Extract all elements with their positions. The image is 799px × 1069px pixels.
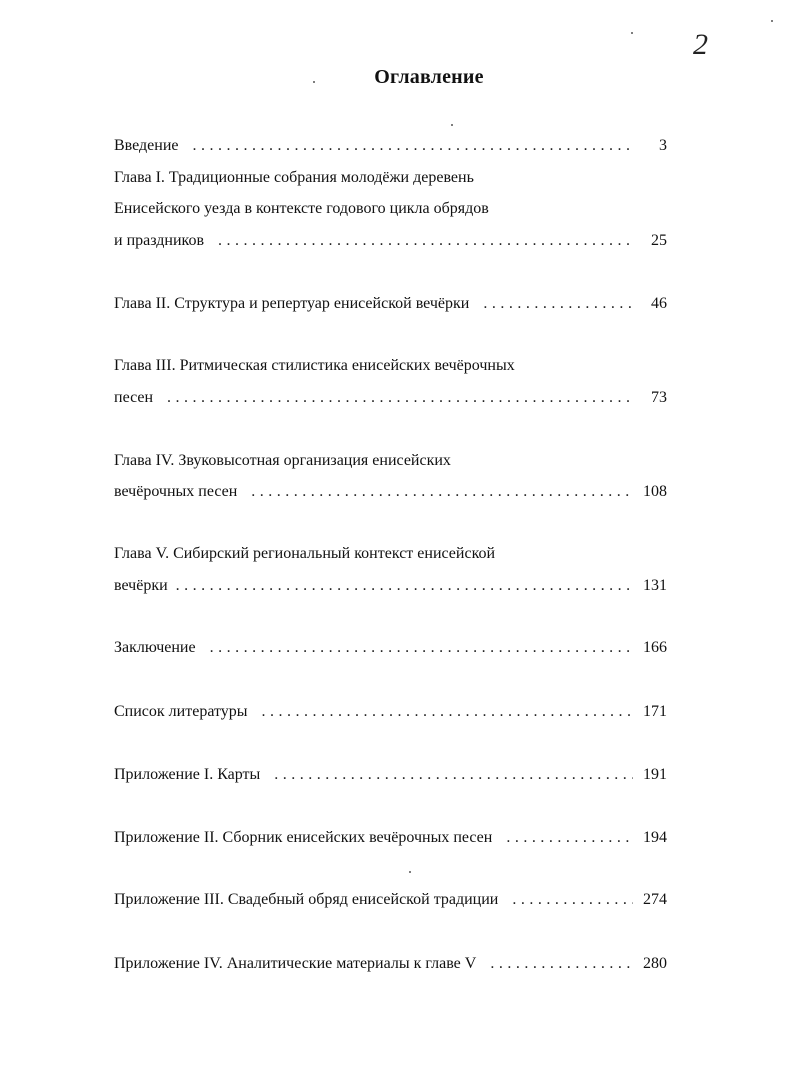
toc-entry-conclusion	[114, 638, 667, 658]
scan-speck	[631, 32, 633, 34]
toc-entry-ch4	[114, 482, 667, 502]
toc-entry-label: Глава II. Структура и репертуар енисейской вечёрки	[114, 295, 470, 312]
scan-speck	[409, 871, 411, 873]
toc-entry-label: Введение	[114, 137, 179, 154]
toc-entry-label: Приложение III. Свадебный обряд енисейской традиции	[114, 891, 499, 908]
toc-entry-label: вечёрочных песен	[114, 483, 238, 500]
toc-entry-label: Заключение	[114, 639, 196, 656]
toc-entry-appendix-4	[114, 954, 667, 974]
toc-entry-ch1-line2: Енисейского уезда в контексте годового цикла обрядов	[114, 200, 489, 217]
toc-page-number: 274	[643, 891, 667, 908]
toc-page-number: 166	[643, 639, 667, 656]
toc-entry-label: Приложение I. Карты	[114, 766, 261, 783]
dot-leader	[483, 294, 635, 314]
dot-leader	[210, 638, 633, 658]
toc-entry-ch3	[114, 388, 667, 408]
toc-entry-label: песен	[114, 389, 154, 406]
toc-entry-label: Приложение II. Сборник енисейских вечёрочных песен	[114, 829, 493, 846]
scan-speck	[451, 124, 453, 126]
toc-page-number: 280	[643, 955, 667, 972]
dot-leader	[218, 231, 635, 251]
toc-page-number: 25	[651, 232, 667, 249]
toc-entry-ch1-line1: Глава I. Традиционные собрания молодёжи деревень	[114, 169, 474, 186]
dot-leader	[193, 136, 636, 156]
toc-entry-label: вечёрки	[114, 577, 168, 594]
dot-leader	[251, 482, 633, 502]
scan-speck	[771, 20, 773, 22]
dot-leader	[490, 954, 633, 974]
toc-entry-appendix-1	[114, 765, 667, 785]
dot-leader	[167, 388, 635, 408]
toc-page-number: 108	[643, 483, 667, 500]
toc-page-number: 191	[643, 766, 667, 783]
toc-page-number: 131	[643, 577, 667, 594]
toc-entry-ch3-line1: Глава III. Ритмическая стилистика енисейских вечёрочных	[114, 357, 515, 374]
dot-leader	[512, 890, 633, 910]
dot-leader	[506, 828, 633, 848]
toc-entry-label: Приложение IV. Аналитические материалы к главе V	[114, 955, 477, 972]
toc-entry-label: и праздников	[114, 232, 205, 249]
toc-entry-appendix-2	[114, 828, 667, 848]
toc-entry-ch5	[114, 576, 667, 596]
toc-page-number: 194	[643, 829, 667, 846]
toc-page-number: 46	[651, 295, 667, 312]
toc-page-number: 73	[651, 389, 667, 406]
dot-leader	[176, 576, 633, 596]
toc-page-number: 3	[659, 137, 667, 154]
toc-entry-ch2	[114, 294, 667, 314]
dot-leader	[262, 702, 633, 722]
dot-leader	[274, 765, 633, 785]
toc-entry-ch5-line1: Глава V. Сибирский региональный контекст енисейской	[114, 545, 496, 562]
toc-entry-label: Список литературы	[114, 703, 248, 720]
page-title: Оглавление	[374, 66, 484, 88]
toc-entry-references	[114, 702, 667, 722]
handwritten-page-number: 2	[693, 28, 708, 61]
toc-entry-ch4-line1: Глава IV. Звуковысотная организация енисейских	[114, 452, 451, 469]
toc-entry-intro	[114, 136, 667, 156]
toc-entry-appendix-3	[114, 890, 667, 910]
toc-entry-ch1	[114, 231, 667, 251]
toc-page-number: 171	[643, 703, 667, 720]
